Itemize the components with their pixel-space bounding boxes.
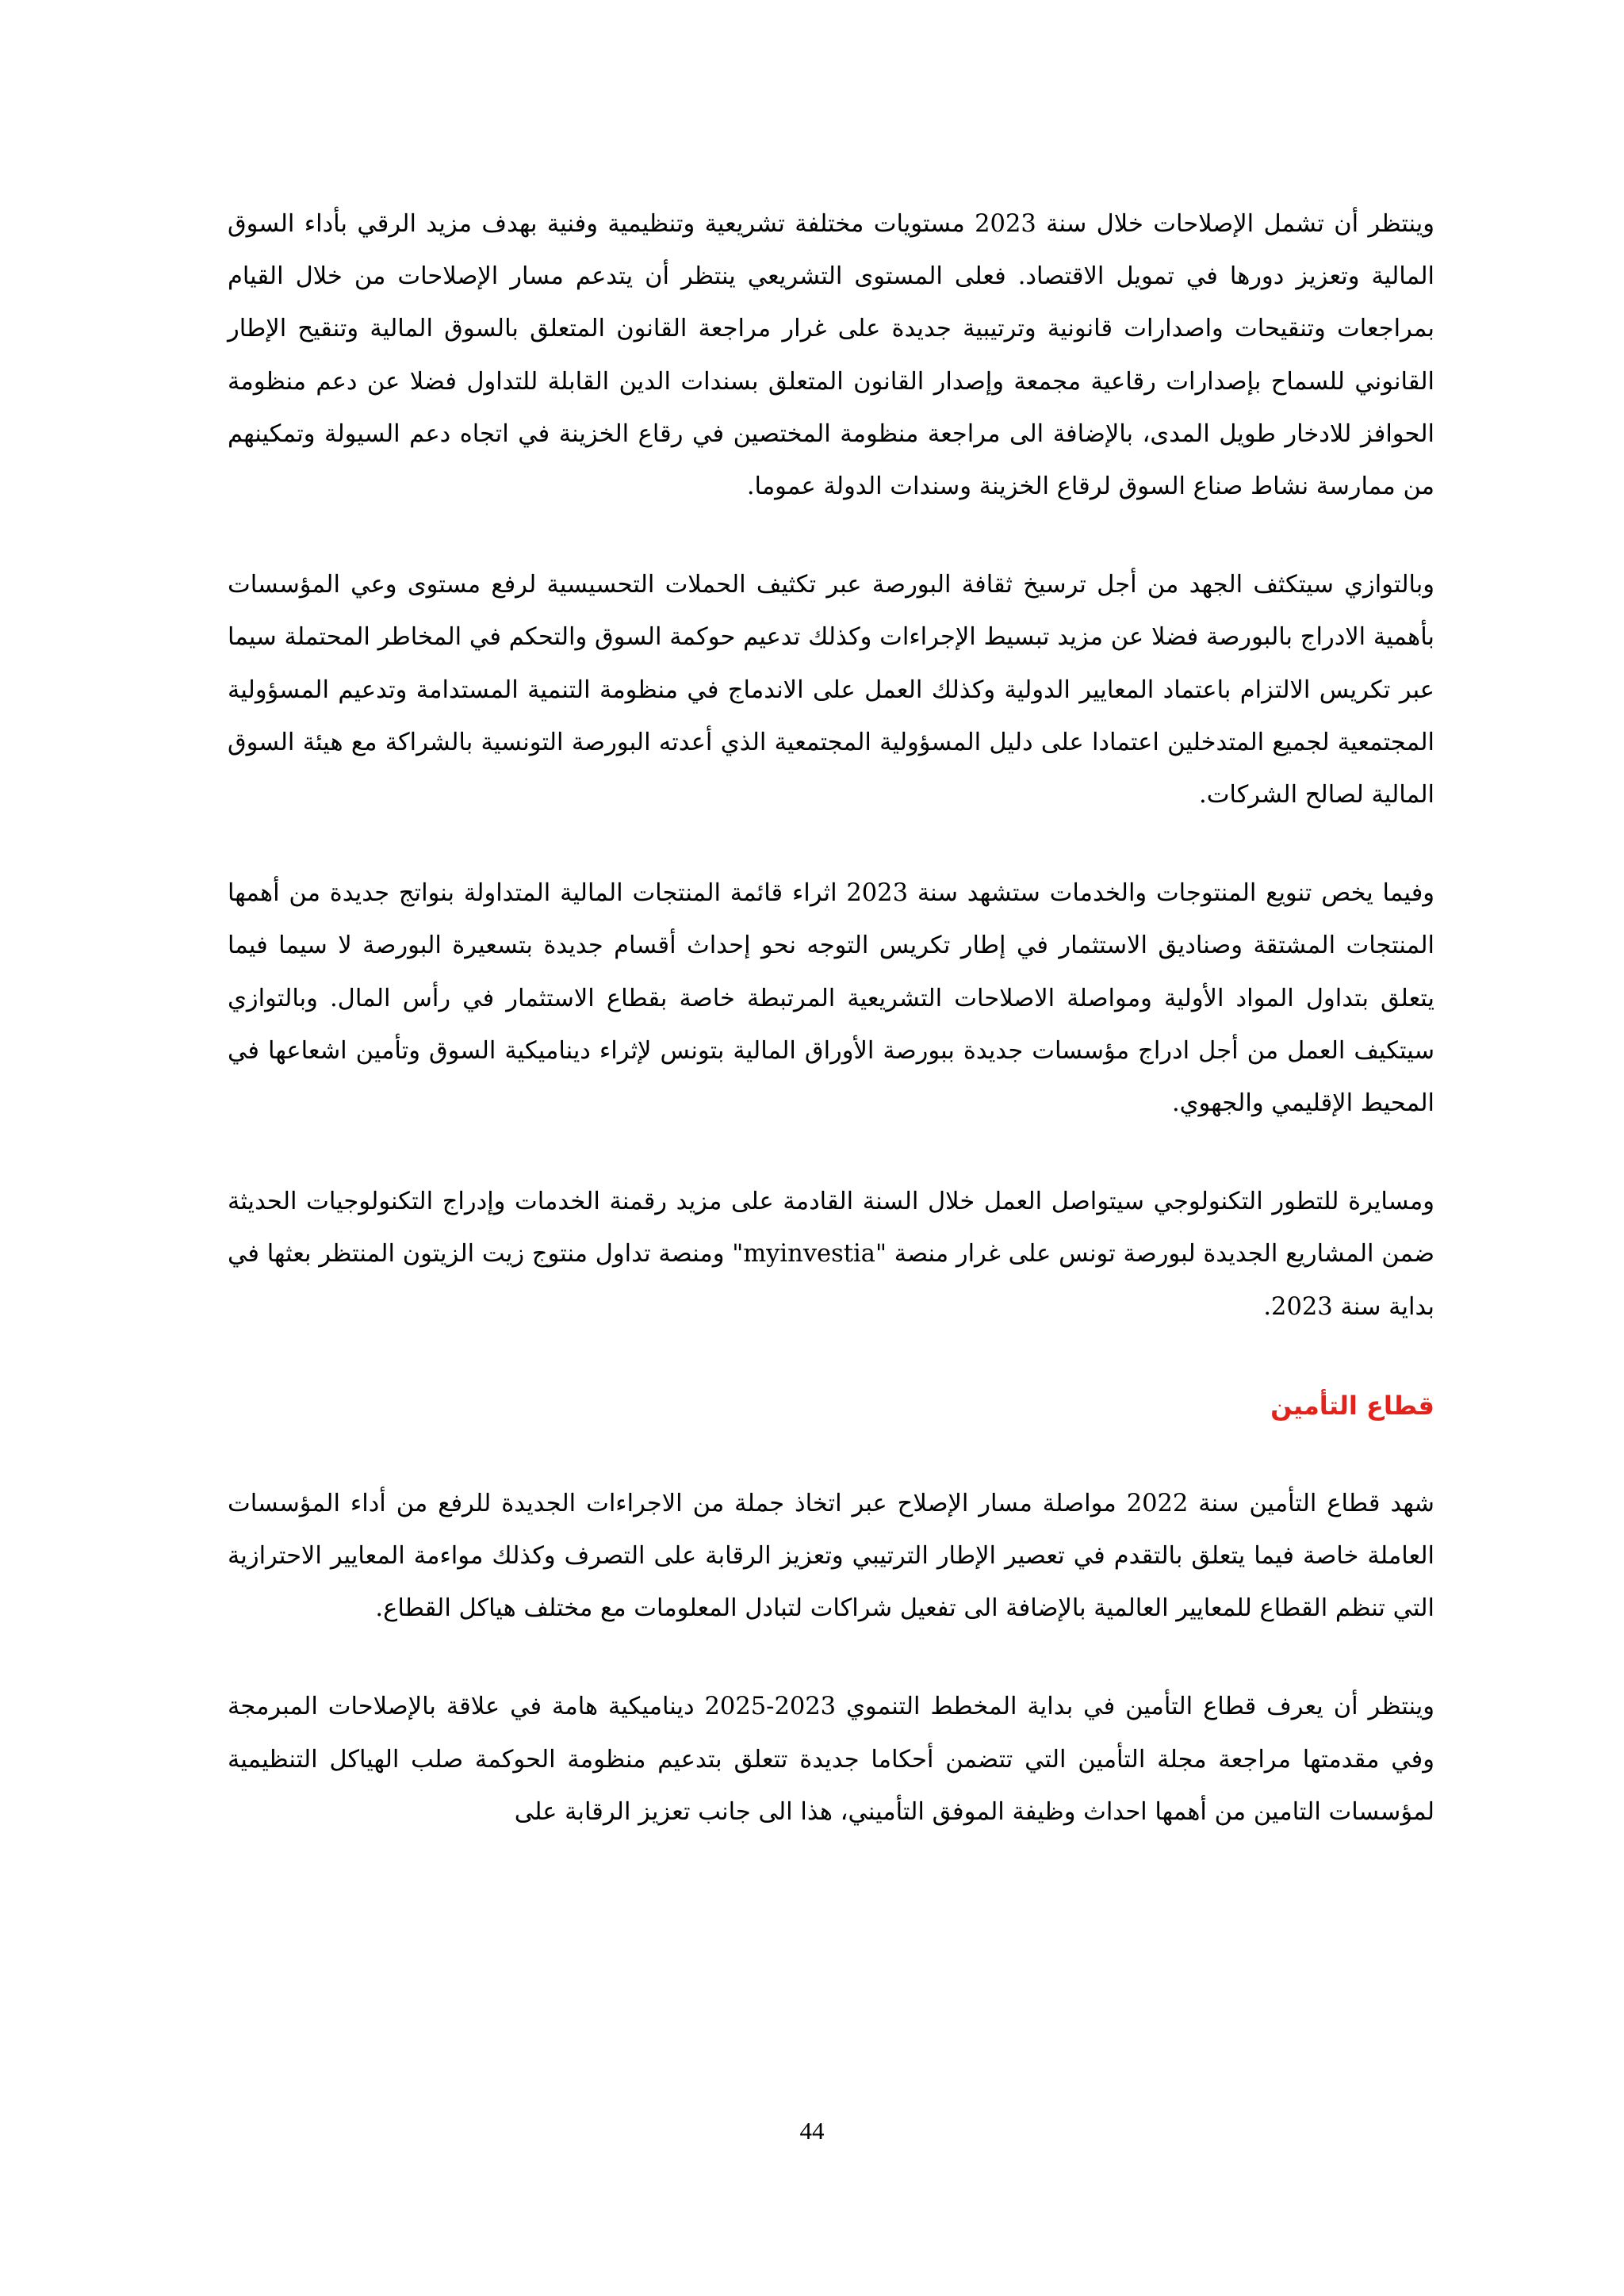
page-number: 44 <box>799 2117 825 2145</box>
paragraph-insurance-2022: شهد قطاع التأمين سنة 2022 مواصلة مسار الإصلاح عبر اتخاذ جملة من الاجراءات الجديدة للرفع من أداء المؤسسات العاملة خاصة فيما يتعلق بالتقدم في تعصير الإطار الترتيبي وتعزيز الرقابة على التصرف وكذلك مواءمة المعايير الاحترازية التي تنظم القطاع للمعايير العالمية بالإضافة الى تفعيل شراكات لتبادل المعلومات مع مختلف هياكل القطاع. <box>228 1489 1434 1623</box>
section-heading-insurance: قطاع التأمين <box>1270 1390 1434 1421</box>
paragraph-insurance-plan: وينتظر أن يعرف قطاع التأمين في بداية المخطط التنموي 2023-2025 ديناميكية هامة في علاقة بالإصلاحات المبرمجة وفي مقدمتها مراجعة مجلة التأمين التي تتضمن أحكاما جديدة تتعلق بتدعيم منظومة الحوكمة صلب الهياكل التنظيمية لمؤسسات التامين من أهمها احداث وظيفة الموفق التأميني، هذا الى جانب تعزيز الرقابة على <box>228 1693 1434 1826</box>
document-page <box>228 0 1434 2296</box>
paragraph-stock-culture: وبالتوازي سيتكثف الجهد من أجل ترسيخ ثقافة البورصة عبر تكثيف الحملات التحسيسية لرفع مستوى وعي المؤسسات بأهمية الادراج بالبورصة فضلا عن مزيد تبسيط الإجراءات وكذلك تدعيم حوكمة السوق والتحكم في المخاطر المحتملة سيما عبر تكريس الالتزام باعتماد المعايير الدولية وكذلك العمل على الاندماج في منظومة التنمية المستدامة وتدعيم المسؤولية المجتمعية لجميع المتدخلين اعتمادا على دليل المسؤولية المجتمعية الذي أعدته البورصة التونسية بالشراكة مع هيئة السوق المالية لصالح الشركات. <box>228 571 1434 809</box>
paragraph-product-diversification: وفيما يخص تنويع المنتوجات والخدمات ستشهد سنة 2023 اثراء قائمة المنتجات المالية المتداولة بنواتج جديدة من أهمها المنتجات المشتقة وصناديق الاستثمار في إطار تكريس التوجه نحو إحداث أقسام جديدة بتسعيرة البورصة لا سيما فيما يتعلق بتداول المواد الأولية ومواصلة الاصلاحات التشريعية المرتبطة خاصة بقطاع الاستثمار في رأس المال. وبالتوازي سيتكيف العمل من أجل ادراج مؤسسات جديدة ببورصة الأوراق المالية بتونس لإثراء ديناميكية السوق وتأمين اشعاعها في المحيط الإقليمي والجهوي. <box>228 879 1434 1118</box>
paragraph-reforms-2023: وينتظر أن تشمل الإصلاحات خلال سنة 2023 مستويات مختلفة تشريعية وتنظيمية وفنية بهدف مزيد الرقي بأداء السوق المالية وتعزيز دورها في تمويل الاقتصاد. فعلى المستوى التشريعي ينتظر أن يتدعم مسار الإصلاحات من خلال القيام بمراجعات وتنقيحات واصدارات قانونية وترتيبية جديدة على غرار مراجعة القانون المتعلق بالسوق المالية وتنقيح الإطار القانوني للسماح بإصدارات رقاعية مجمعة وإصدار القانون المتعلق بسندات الدين القابلة للتداول فضلا عن دعم منظومة الحوافز للادخار طويل المدى، بالإضافة الى مراجعة منظومة المختصين في رقاع الخزينة في اتجاه دعم السيولة وتمكينهم من ممارسة نشاط صناع السوق لرقاع الخزينة وسندات الدولة عموما. <box>228 210 1434 501</box>
paragraph-digitalization: ومسايرة للتطور التكنولوجي سيتواصل العمل خلال السنة القادمة على مزيد رقمنة الخدمات وإدراج التكنولوجيات الحديثة ضمن المشاريع الجديدة لبورصة تونس على غرار منصة "myinvestia" ومنصة تداول منتوج زيت الزيتون المنتظر بعثها في بداية سنة 2023. <box>228 1188 1434 1321</box>
page-content <box>228 198 1434 1885</box>
